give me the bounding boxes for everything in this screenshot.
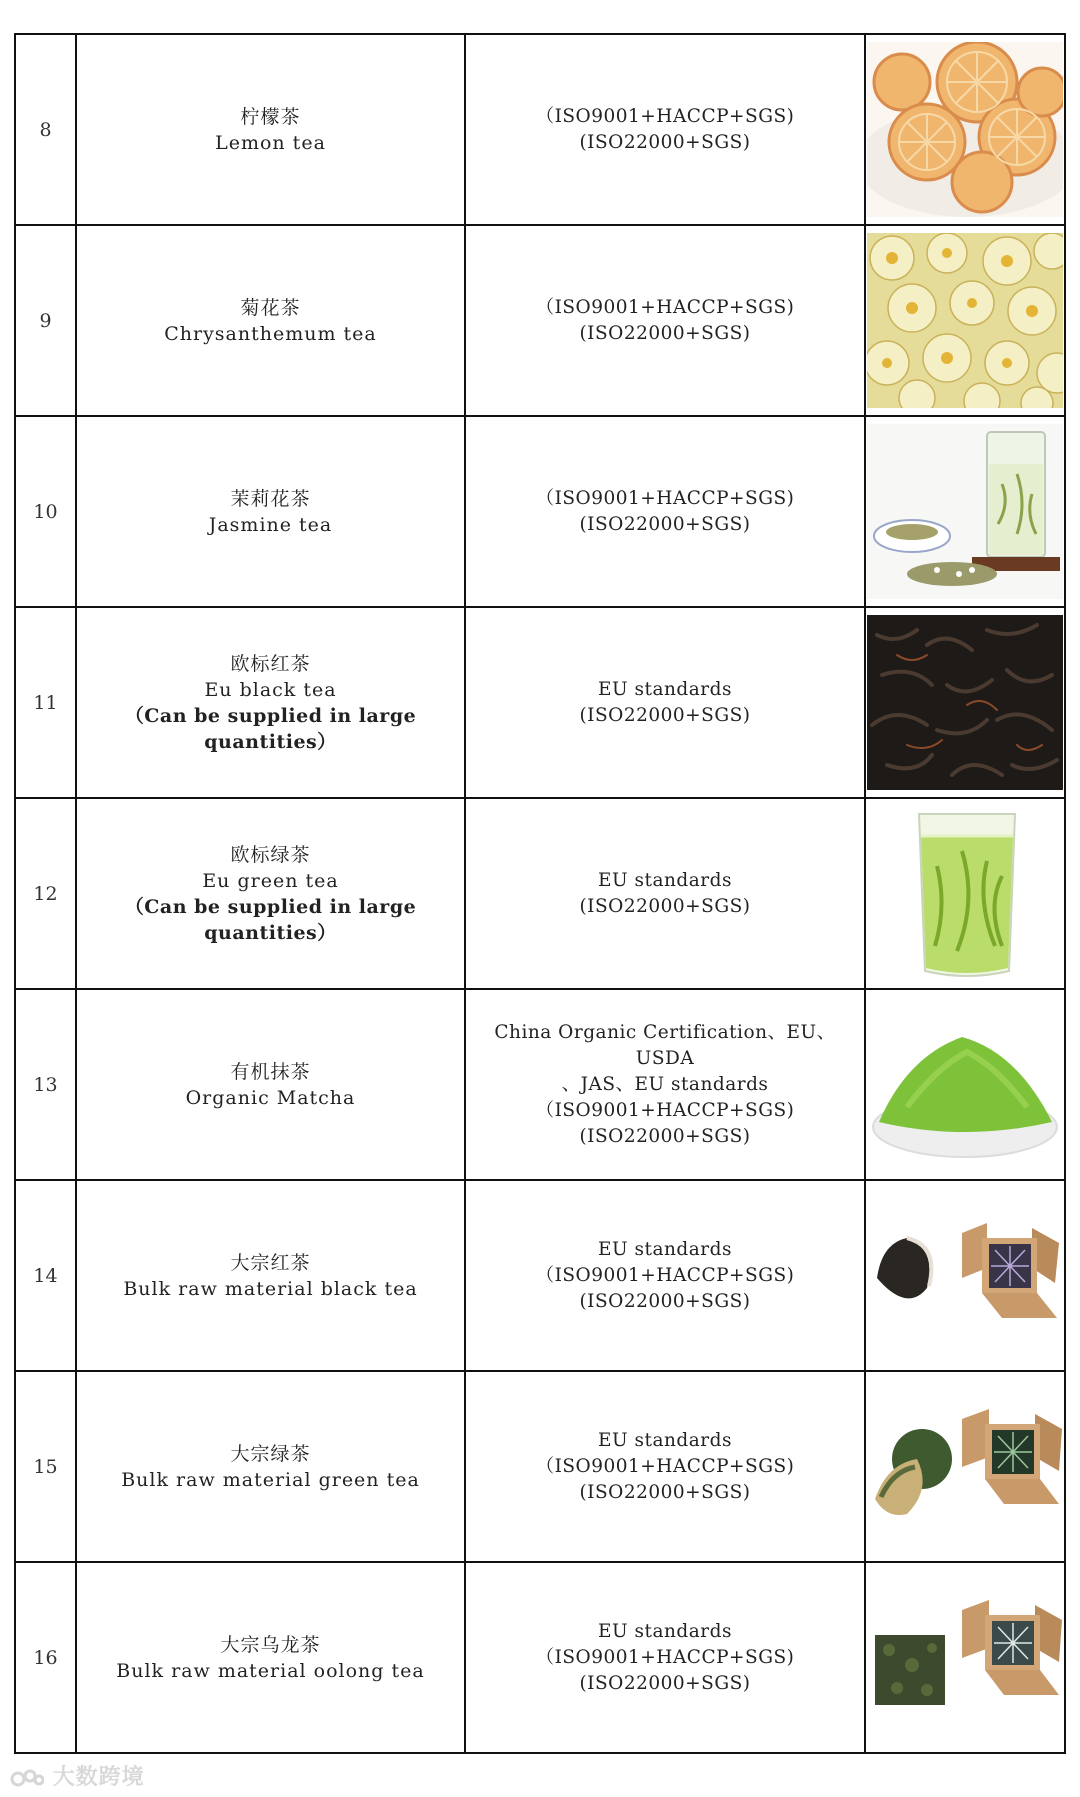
supply-note: quantities） [204,921,337,944]
table-row [15,416,1065,607]
lemon-tea-image [867,42,1063,217]
table-row [15,607,1065,798]
table-row [15,989,1065,1180]
table-row [15,34,1065,225]
certifications [465,798,865,989]
cert-line: EU standards [598,1238,732,1260]
product-name-en: Jasmine tea [208,513,333,536]
table-row [15,1562,1065,1753]
bulk-oolong-tea-image [867,1570,1063,1745]
product-image-cell [865,798,1065,989]
cert-line: (ISO22000+SGS) [579,1125,751,1147]
cert-line: (ISO22000+SGS) [579,704,751,726]
bulk-black-tea-image [867,1188,1063,1363]
product-name-zh: 菊花茶 [240,296,301,319]
certifications [465,34,865,225]
certifications [465,416,865,607]
row-number: 9 [15,225,76,416]
watermark-text: 大数跨境 [52,1765,145,1790]
product-name [76,34,465,225]
cert-line: (ISO22000+SGS) [579,1290,751,1312]
product-name-en: Lemon tea [215,131,326,154]
cert-line: (ISO22000+SGS) [579,131,751,153]
product-name-en: Chrysanthemum tea [164,322,377,345]
certifications [465,1562,865,1753]
row-number: 11 [15,607,76,798]
bulk-green-tea-image [867,1379,1063,1554]
cert-line: (ISO22000+SGS) [579,895,751,917]
product-name-en: Eu black tea [204,678,337,701]
supply-note: quantities） [204,730,337,753]
product-image-cell [865,1371,1065,1562]
certifications [465,1180,865,1371]
product-name-en: Bulk raw material green tea [121,1468,420,1491]
product-name [76,1180,465,1371]
row-number: 15 [15,1371,76,1562]
cert-line: （ISO9001+HACCP+SGS) [535,296,795,318]
cert-line: EU standards [598,1429,732,1451]
product-name [76,607,465,798]
row-number: 13 [15,989,76,1180]
cert-line: (ISO22000+SGS) [579,513,751,535]
watermark [10,1760,145,1791]
product-name-en: Bulk raw material black tea [123,1277,418,1300]
row-number: 16 [15,1562,76,1753]
product-name [76,416,465,607]
row-number: 12 [15,798,76,989]
row-number: 10 [15,416,76,607]
cert-line: （ISO9001+HACCP+SGS) [535,105,795,127]
watermark-logo-icon [10,1767,44,1789]
product-name-en: Bulk raw material oolong tea [116,1659,425,1682]
product-name-zh: 大宗乌龙茶 [220,1633,321,1656]
chrysanthemum-tea-image [867,233,1063,408]
product-name-en: Eu green tea [202,869,339,892]
cert-line: China Organic Certification、EU、USDA [494,1021,836,1069]
product-name-zh: 欧标绿茶 [230,843,311,866]
product-name-zh: 有机抹茶 [230,1060,311,1083]
product-name-en: Organic Matcha [185,1086,356,1109]
product-name-zh: 茉莉花茶 [230,487,311,510]
certifications [465,225,865,416]
cert-line: (ISO22000+SGS) [579,1672,751,1694]
product-name-zh: 大宗绿茶 [230,1442,311,1465]
table-row [15,1371,1065,1562]
cert-line: EU standards [598,678,732,700]
cert-line: (ISO22000+SGS) [579,322,751,344]
product-image-cell [865,225,1065,416]
product-table [14,33,1064,1754]
row-number: 8 [15,34,76,225]
product-name [76,1562,465,1753]
cert-line: （ISO9001+HACCP+SGS) [535,1099,795,1121]
product-name [76,225,465,416]
certifications [465,1371,865,1562]
jasmine-tea-image [867,424,1063,599]
product-image-cell [865,1562,1065,1753]
cert-line: （ISO9001+HACCP+SGS) [535,487,795,509]
cert-line: 、JAS、EU standards [561,1073,769,1095]
product-image-cell [865,1180,1065,1371]
product-name-zh: 欧标红茶 [230,652,311,675]
product-image-cell [865,34,1065,225]
table-row [15,225,1065,416]
table-row [15,798,1065,989]
product-name [76,989,465,1180]
cert-line: （ISO9001+HACCP+SGS) [535,1264,795,1286]
matcha-image [867,997,1063,1172]
product-name [76,798,465,989]
supply-note: （Can be supplied in large [124,895,417,918]
product-name-zh: 柠檬茶 [240,105,301,128]
row-number: 14 [15,1180,76,1371]
certifications [465,989,865,1180]
cert-line: （ISO9001+HACCP+SGS) [535,1455,795,1477]
product-name-zh: 大宗红茶 [230,1251,311,1274]
table-row [15,1180,1065,1371]
certifications [465,607,865,798]
cert-line: （ISO9001+HACCP+SGS) [535,1646,795,1668]
product-name [76,1371,465,1562]
cert-line: EU standards [598,869,732,891]
product-image-cell [865,607,1065,798]
cert-line: EU standards [598,1620,732,1642]
cert-line: (ISO22000+SGS) [579,1481,751,1503]
supply-note: （Can be supplied in large [124,704,417,727]
product-image-cell [865,416,1065,607]
black-tea-image [867,615,1063,790]
green-tea-image [867,806,1063,981]
product-image-cell [865,989,1065,1180]
